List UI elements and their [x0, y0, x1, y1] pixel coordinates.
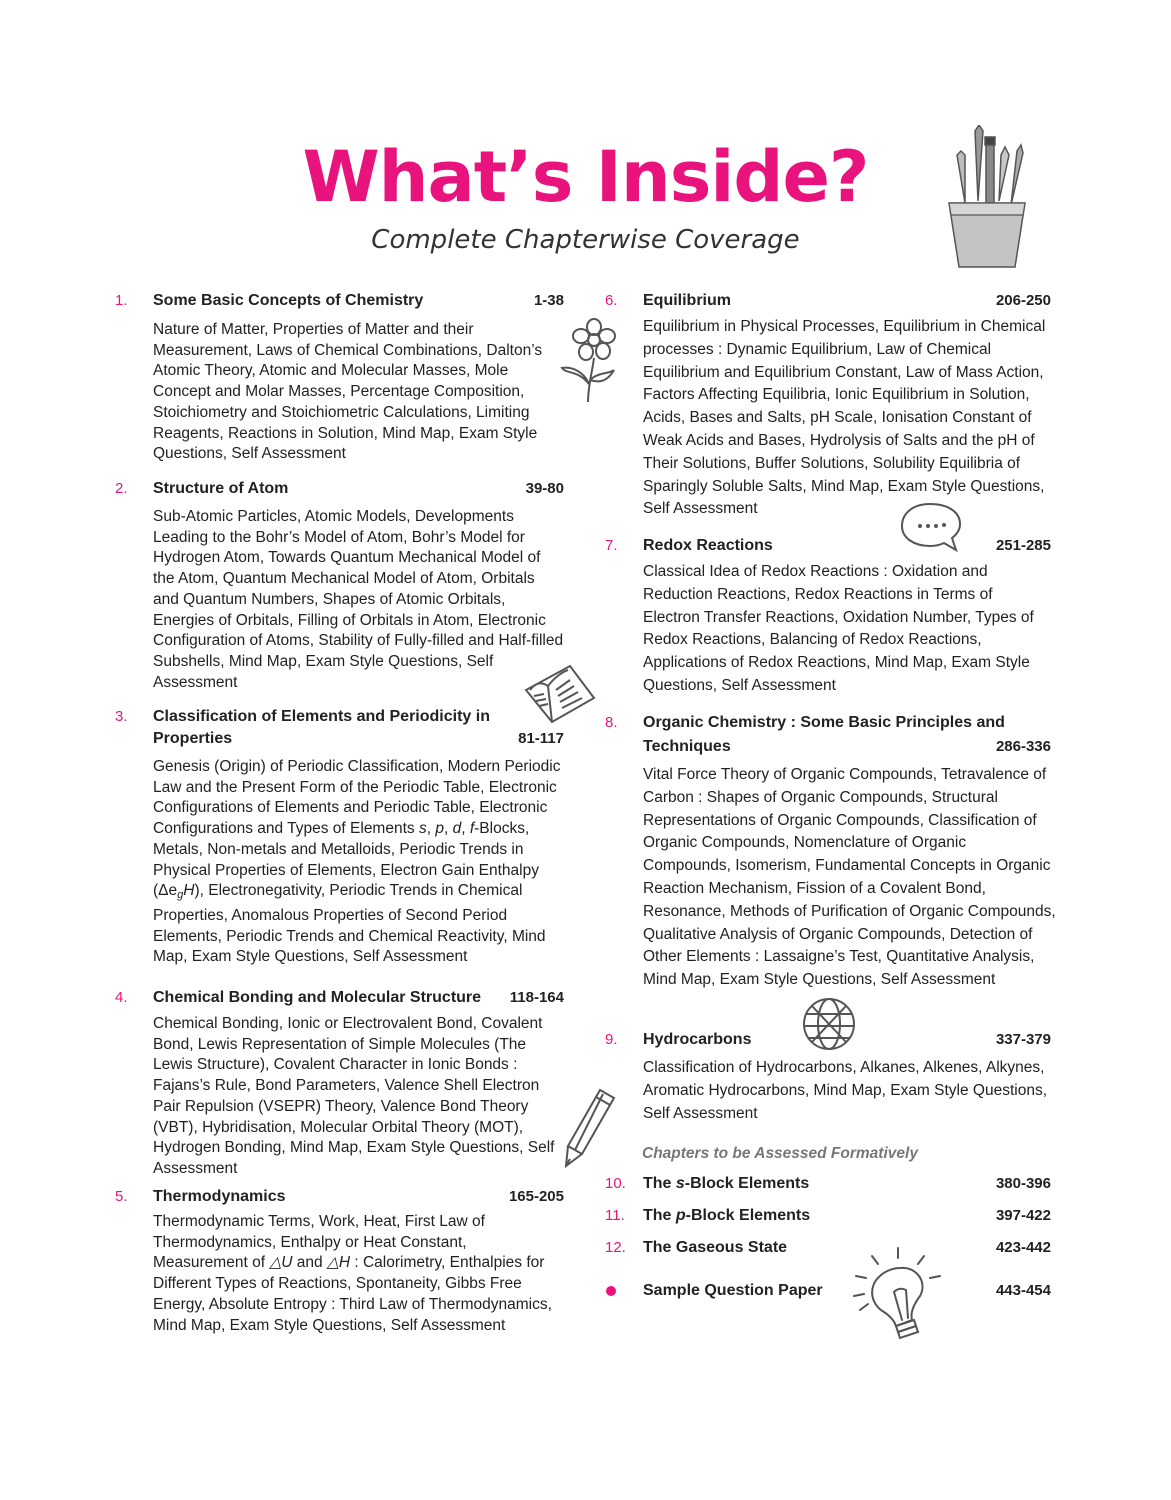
chapter-title: Equilibrium	[643, 292, 731, 309]
chapter-title: The s-Block Elements	[643, 1175, 810, 1192]
chapter-pages: 397-422	[995, 1207, 1051, 1224]
light-bulb-icon	[850, 1246, 944, 1342]
pencil-cup-icon	[945, 125, 1030, 275]
bullet-dot	[606, 1286, 616, 1296]
chapter-number: 4.	[115, 989, 128, 1006]
chapter-topics: Genesis (Origin) of Periodic Classification, Modern Periodic Law and the Present Form of the Periodic Table, Electronic Configurations of Elements and Periodic Table, Electronic Configurations and Types of Elements s, p, d, f-Blocks, Metals, Non-metals and Metalloids, Periodic Trends in Physical Properties of Elements, Electron Gain Enthalpy $(\Delta e_gH)$, Electronegativity, Periodic Trends in Chemical Properties, Anomalous Properties of Second Period Elements, Periodic Trends and Chemical Reactivity, Mind Map, Exam Style Questions, Self Assessment	[153, 758, 561, 966]
pencil-icon	[562, 1086, 618, 1168]
page-subtitle: Complete Chapterwise Coverage	[371, 225, 800, 255]
chapter-topics: Thermodynamic Terms, Work, Heat, First Law of Thermodynamics, Enthalpy or Heat Constant, Measurement of △U and △H : Calorimetry, Enthalpies for Different Types of Reactions, Spontaneity, Gibbs Free Energy, Absolute Entropy : Third Law of Thermodynamics, Mind Map, Exam Style Questions, Self Assessment	[153, 1213, 552, 1334]
chapter-pages: 81-117	[518, 730, 564, 747]
globe-icon	[800, 996, 858, 1052]
open-book-icon	[522, 660, 598, 726]
chapter-title: The Gaseous State	[643, 1239, 788, 1256]
chapter-title: Thermodynamics	[153, 1188, 286, 1205]
chapter-title: The p-Block Elements	[643, 1207, 811, 1224]
chapter-number: 2.	[115, 480, 128, 497]
chapter-number: 10.	[605, 1175, 626, 1192]
chapter-pages: 286-336	[995, 738, 1051, 755]
chapter-title: Structure of Atom	[153, 480, 289, 497]
page-title: What’s Inside?	[302, 136, 869, 218]
chapter-topics: Nature of Matter, Properties of Matter and their Measurement, Laws of Chemical Combinations, Dalton’s Atomic Theory, Atomic and Molecular Masses, Mole Concept and Molar Masses, Percentage Composition, Stoichiometry and Stoichiometric Calculations, Limiting Reagents, Reactions in Solution, Mind Map, Exam Style Questions, Self Assessment	[153, 321, 543, 463]
chapter-title: Chemical Bonding and Molecular Structure	[153, 989, 482, 1006]
chapter-topics: Sub-Atomic Particles, Atomic Models, Developments Leading to the Bohr’s Model of Atom, Bohr’s Model for Hydrogen Atom, Towards Quantum Mechanical Model of the Atom, Quantum Mechanical Model of Atom, Orbitals and Quantum Numbers, Shapes of Atomic Orbitals, Energies of Orbitals, Filling of Orbitals in Atom, Electronic Configuration of Atoms, Stability of Fully-filled and Half-filled Subshells, Mind Map, Exam Style Questions, Self Assessment	[153, 508, 564, 691]
sample-paper-pages: 443-454	[995, 1282, 1051, 1299]
chapter-title: Classification of Elements and Periodicity in	[153, 708, 490, 725]
chapter-number: 8.	[605, 714, 618, 731]
chapter-number: 12.	[605, 1239, 626, 1256]
chapter-number: 11.	[605, 1207, 625, 1224]
chapter-pages: 1-38	[533, 292, 564, 309]
chapter-title: Organic Chemistry : Some Basic Principles and	[643, 714, 1005, 731]
chapter-pages: 251-285	[995, 537, 1051, 554]
chapter-topics: Classification of Hydrocarbons, Alkanes, Alkenes, Alkynes, Aromatic Hydrocarbons, Mind Map, Exam Style Questions, Self Assessment	[643, 1059, 1048, 1122]
speech-bubble-icon	[898, 500, 964, 554]
flower-icon	[558, 318, 618, 404]
chapter-pages: 337-379	[995, 1031, 1051, 1048]
chapter-title: Hydrocarbons	[643, 1031, 752, 1048]
chapter-topics: Classical Idea of Redox Reactions : Oxidation and Reduction Reactions, Redox Reactions in Terms of Electron Transfer Reactions, Oxidation Number, Types of Redox Reactions, Balancing of Redox Reactions, Applications of Redox Reactions, Mind Map, Exam Style Questions, Self Assessment	[643, 563, 1034, 694]
formative-heading: Chapters to be Assessed Formatively	[642, 1145, 918, 1162]
chapter-topics: Vital Force Theory of Organic Compounds, Tetravalence of Carbon : Shapes of Organic Compounds, Structural Representations of Organic Compounds, Classification of Organic Compounds, Nomenclature of Organic Compounds, Isomerism, Fundamental Concepts in Organic Reaction Mechanism, Fission of a Covalent Bond, Resonance, Methods of Purification of Organic Compounds, Qualitative Analysis of Organic Compounds, Detection of Other Elements : Lassaigne’s Test, Quantitative Analysis, Mind Map, Exam Style Questions, Self Assessment	[643, 766, 1056, 989]
chapter-pages: 206-250	[995, 292, 1051, 309]
chapter-pages: 380-396	[995, 1175, 1051, 1192]
chapter-number: 3.	[115, 708, 128, 725]
chapter-pages: 118-164	[509, 989, 564, 1006]
chapter-pages: 39-80	[525, 480, 564, 497]
chapter-number: 1.	[115, 292, 128, 309]
chapter-pages: 423-442	[995, 1239, 1051, 1256]
chapter-title-continued: Properties	[153, 730, 233, 747]
chapter-title-continued: Techniques	[643, 738, 731, 755]
chapter-pages: 165-205	[508, 1188, 564, 1205]
chapter-topics: Equilibrium in Physical Processes, Equilibrium in Chemical processes : Dynamic Equilibrium, Law of Chemical Equilibrium and Equilibrium Constant, Law of Mass Action, Factors Affecting Equilibria, Ionic Equilibrium in Solution, Acids, Bases and Salts, pH Scale, Ionisation Constant of Weak Acids and Bases, Hydrolysis of Salts and the pH of Their Solutions, Buffer Solutions, Solubility Equilibria of Sparingly Soluble Salts, Mind Map, Exam Style Questions, Self Assessment	[643, 318, 1046, 518]
chapter-title: Some Basic Concepts of Chemistry	[153, 292, 424, 309]
chapter-number: 9.	[605, 1031, 618, 1048]
chapter-number: 7.	[605, 537, 618, 554]
sample-paper-title: Sample Question Paper	[643, 1282, 823, 1299]
chapter-number: 5.	[115, 1188, 128, 1205]
chapter-number: 6.	[605, 292, 618, 309]
chapter-title: Redox Reactions	[643, 537, 773, 554]
chapter-topics: Chemical Bonding, Ionic or Electrovalent Bond, Covalent Bond, Lewis Representation of Simple Molecules (The Lewis Structure), Covalent Character in Ionic Bonds : Fajans’s Rule, Bond Parameters, Valence Shell Electron Pair Repulsion (VSEPR) Theory, Valence Bond Theory (VBT), Hybridisation, Molecular Orbital Theory (MOT), Hydrogen Bonding, Mind Map, Exam Style Questions, Self Assessment	[153, 1015, 555, 1177]
